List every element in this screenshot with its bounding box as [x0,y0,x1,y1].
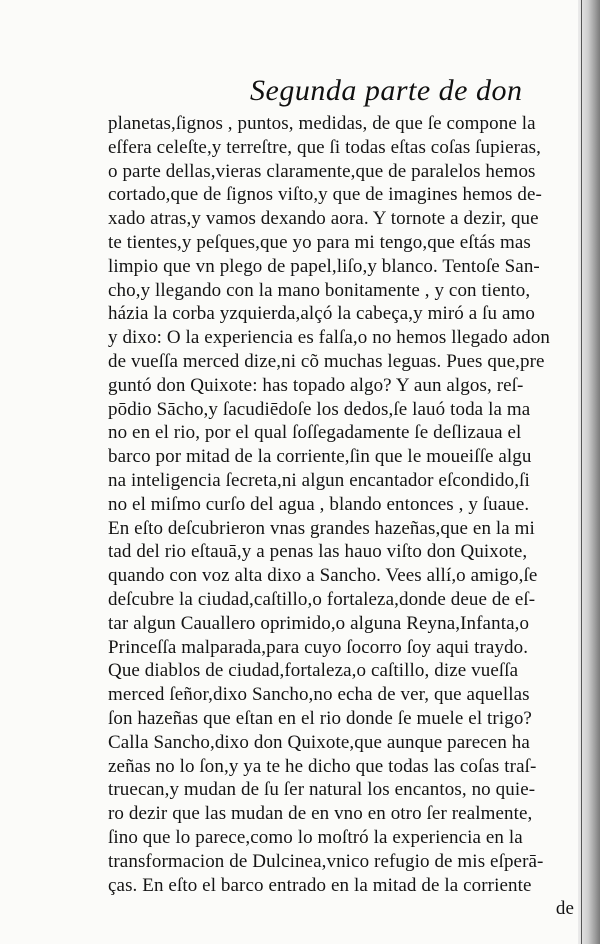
text-line: limpio que vn plego de papel,liſo,y blanco. Tentoſe San- [108,255,540,277]
text-line: te tientes,y peſques,que yo para mi tengo,que eſtás mas [108,231,531,253]
text-line: ro dezir que las mudan de en vno en otro ſer realmente, [108,803,533,825]
body-text [108,112,582,921]
text-line: na inteligencia ſecreta,ni algun encantador eſcondido,ſi [108,469,530,491]
text-line: no en el rio, por el qual ſoſſegadamente ſe deſlizaua el [108,422,522,444]
text-line: házia la corba yzquierda,alçó la cabeça,y miró a ſu amo [108,303,535,325]
text-line: no el miſmo curſo del agua , blando entonces , y ſuaue. [108,493,530,515]
text-line: xado atras,y vamos dexando aora. Y tornote a dezir, que [108,208,539,230]
text-line: En eſto deſcubrieron vnas grandes hazeñas,que en la mi [108,517,535,539]
text-line: ſon hazeñas que eſtan en el rio donde ſe muele el trigo? [108,707,532,729]
text-line: pōdio Sācho,y ſacudiēdoſe los dedos,ſe lauó toda la ma [108,398,531,420]
catchword: de [555,898,574,920]
text-line: ças. En eſto el barco entrado en la mitad de la corriente [108,874,532,896]
text-line: deſcubre la ciudad,caſtillo,o fortaleza,donde deue de eſ- [108,588,536,610]
text-line: truecan,y mudan de ſu ſer natural los encantos, no quie- [108,779,536,801]
text-line: quando con voz alta dixo a Sancho. Vees allí,o amigo,ſe [108,565,538,587]
text-line: ſino que lo parece,como lo moſtró la experiencia en la [108,826,523,848]
text-line: Calla Sancho,dixo don Quixote,que aunque parecen ha [108,731,530,753]
text-line: tad del rio eſtauā,y a penas las hauo viſto don Quixote, [108,541,528,563]
text-line: y dixo: O la experiencia es falſa,o no hemos llegado adon [108,327,551,349]
text-line: transformacion de Dulcinea,vnico refugio de mis eſperā- [108,850,544,872]
text-line: planetas,ſignos , puntos, medidas, de que ſe compone la [108,113,536,134]
text-line: eſfera celeſte,y terreſtre, que ſi todas eſtas coſas ſupieras, [108,136,541,158]
text-line: merced ſeñor,dixo Sancho,no echa de ver, que aquellas [108,684,530,706]
text-line: cho,y llegando con la mano bonitamente , y con tiento, [108,279,531,301]
text-line: de vueſſa merced dize,ni cõ muchas leguas. Pues que,pre [108,350,545,372]
text-line: tar algun Cauallero oprimido,o alguna Reyna,Infanta,o [108,612,530,634]
running-head: Segunda parte de don [250,74,523,107]
text-line: guntó don Quixote: has topado algo? Y aun algos, reſ- [108,374,524,396]
text-line: cortado,que de ſignos viſto,y que de imagines hemos de- [108,184,542,206]
text-line: barco por mitad de la corriente,ſin que le moueiſſe algu [108,446,532,468]
text-line: Princeſſa malparada,para cuyo ſocorro ſoy aqui traydo. [108,636,529,658]
text-line: o parte dellas,vieras claramente,que de paralelos hemos [108,160,536,182]
text-line: Que diablos de ciudad,fortaleza,o caſtillo, dize vueſſa [108,660,519,682]
text-line: zeñas no lo ſon,y ya te he dicho que todas las coſas traſ- [108,755,537,777]
